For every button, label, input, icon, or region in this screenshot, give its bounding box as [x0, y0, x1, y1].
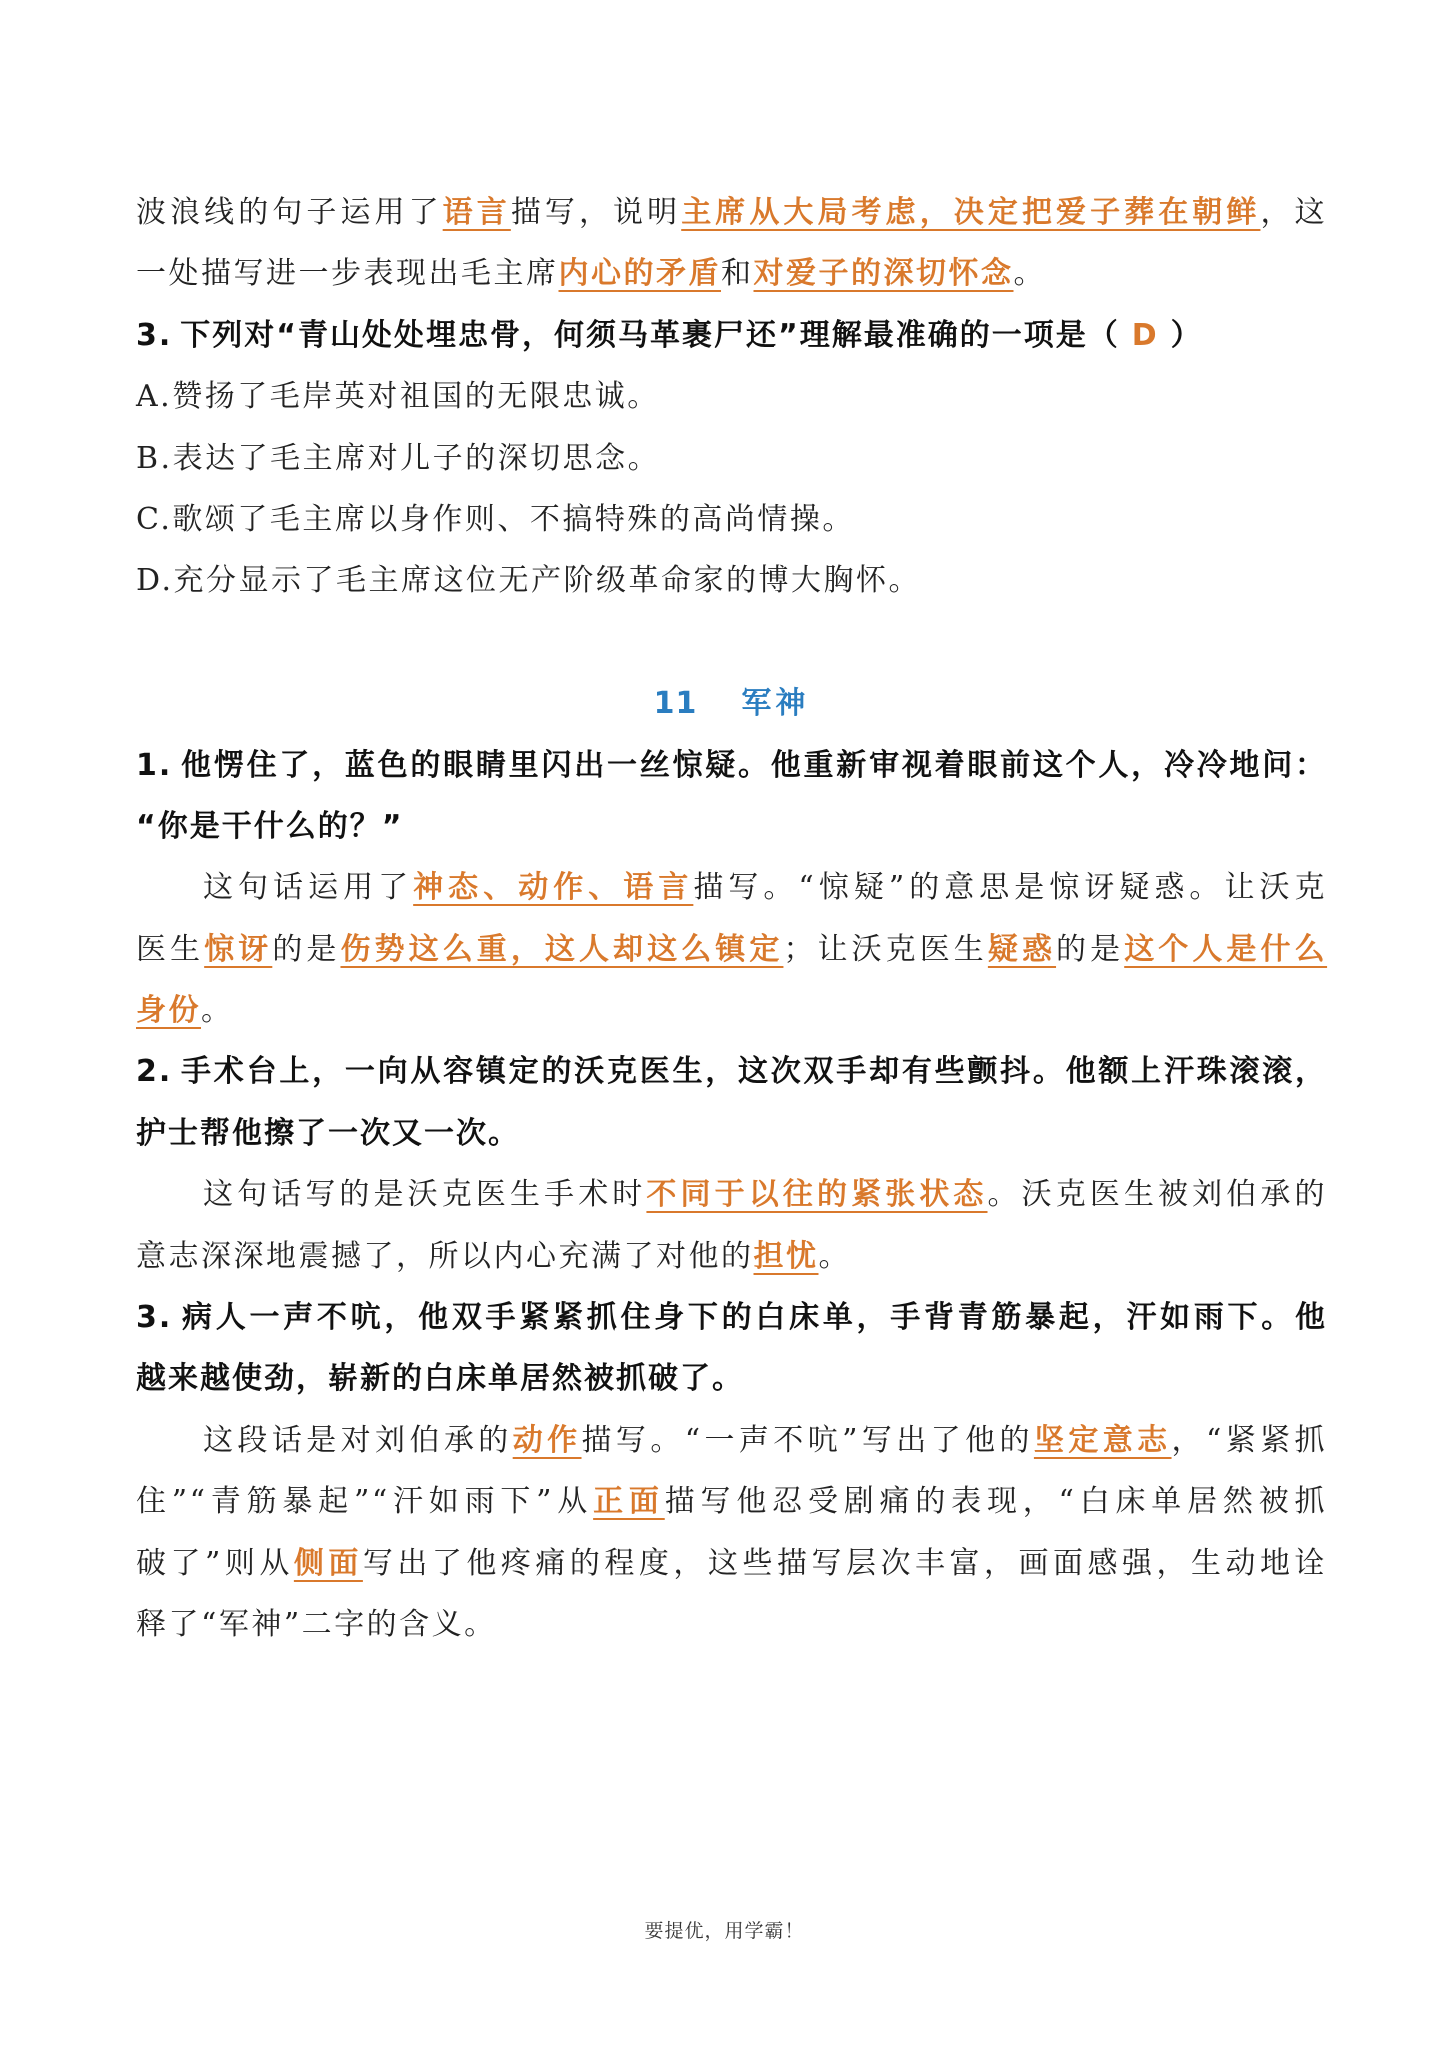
- question-text: 手术台上，一向从容镇定的沃克医生，这次双手却有些颤抖。他额上汗珠滚滚，: [180, 1054, 1327, 1090]
- answer-highlight: 这个人是什么: [1124, 931, 1328, 967]
- option-d: [136, 550, 1327, 611]
- answer-highlight: 疑惑: [987, 931, 1057, 967]
- answer-highlight: 神态、动作、语言: [413, 870, 694, 906]
- question-text: 越来越使劲，崭新的白床单居然被抓破了。: [136, 1361, 744, 1397]
- question-number: 3.: [136, 1300, 173, 1336]
- question-text: 他愣住了，蓝色的眼睛里闪出一丝惊疑。他重新审视着眼前这个人，冷冷地问：: [180, 747, 1327, 783]
- option-label: D.: [136, 563, 174, 599]
- answer-highlight: 伤势这么重，这人却这么镇定: [340, 931, 784, 967]
- answer-highlight: 对爱子的深切怀念: [753, 256, 1014, 292]
- worksheet-content: [136, 182, 1327, 1655]
- answer-highlight: 语言: [442, 195, 511, 230]
- text-segment: 这句话写的是沃克医生手术时: [203, 1177, 647, 1213]
- text-segment: 这段话是对刘伯承的: [203, 1422, 513, 1458]
- text-segment: 。: [818, 1238, 851, 1274]
- option-text: 赞扬了毛岸英对祖国的无限忠诚。: [172, 379, 660, 415]
- text-segment: 波浪线的句子运用了: [136, 195, 443, 230]
- text-line: [136, 182, 1327, 243]
- question-text: 护士帮他擦了一次又一次。: [136, 1115, 520, 1151]
- answer-explanation: [136, 182, 1327, 305]
- text-line: [136, 243, 1327, 304]
- answer-highlight: 身份: [136, 993, 201, 1029]
- answer-highlight: 内心的矛盾: [558, 256, 721, 292]
- option-label: A.: [136, 379, 173, 415]
- answer-highlight: 不同于以往的紧张状态: [646, 1177, 988, 1213]
- question-3-stem: [136, 305, 1327, 366]
- question-number: 2.: [136, 1054, 173, 1090]
- question-1-quote: [136, 796, 1327, 857]
- text-segment: 意志深深地震撼了，所以内心充满了对他的: [136, 1238, 754, 1274]
- option-c: [136, 489, 1327, 550]
- option-text: 歌颂了毛主席以身作则、不搞特殊的高尚情操。: [172, 501, 855, 537]
- text-segment: 一处描写进一步表现出毛主席: [136, 256, 559, 292]
- analysis-line: [136, 1533, 1327, 1594]
- option-label: C.: [136, 501, 173, 537]
- text-segment: 。: [201, 993, 234, 1029]
- text-segment: 和: [721, 256, 754, 292]
- answer-highlight: 正面: [593, 1484, 665, 1520]
- page-footer: 要提优，用学霸！: [644, 1920, 805, 1942]
- answer-highlight: 惊讶: [204, 931, 273, 967]
- option-text: 表达了毛主席对儿子的深切思念。: [172, 440, 661, 476]
- text-segment: ；让沃克医生: [783, 931, 988, 967]
- question-3-quote: [136, 1287, 1327, 1348]
- question-text: 病人一声不吭，他双手紧紧抓住身下的白床单，手背青筋暴起，汗如雨下。他: [180, 1300, 1327, 1336]
- question-2-quote: [136, 1041, 1327, 1102]
- text-segment: 写出了他疼痛的程度，这些描写层次丰富，画面感强，生动地诠: [362, 1545, 1328, 1581]
- text-segment: 描写。“一声不吭”写出了他的: [581, 1422, 1034, 1458]
- text-segment: 这句话运用了: [203, 870, 414, 906]
- lesson-name: 军神: [741, 686, 810, 722]
- answer-highlight: 主席从大局考虑，决定把爱子葬在朝鲜: [681, 195, 1261, 230]
- text-segment: 破了”则从: [136, 1545, 294, 1581]
- text-segment: 的是: [1056, 931, 1125, 967]
- text-segment: 。沃克医生被刘伯承的: [987, 1177, 1327, 1213]
- text-segment: ，“紧紧抓: [1171, 1422, 1328, 1458]
- question-text: “你是干什么的？”: [136, 808, 404, 844]
- analysis-line: [136, 1471, 1327, 1532]
- question-number: 3.: [136, 317, 173, 353]
- question-number: 1.: [136, 747, 173, 783]
- text-segment: ，这: [1260, 195, 1328, 230]
- analysis-line: [136, 1164, 1327, 1225]
- text-segment: 描写，说明: [510, 195, 682, 230]
- option-b: [136, 428, 1327, 489]
- answer-highlight: 动作: [512, 1422, 582, 1458]
- analysis-line: [136, 1226, 1327, 1287]
- option-label: B.: [136, 440, 173, 476]
- text-segment: 描写他忍受剧痛的表现，“白床单居然被抓: [664, 1484, 1328, 1520]
- text-segment: 释了“军神”二字的含义。: [136, 1606, 497, 1642]
- lesson-number: 11: [653, 686, 698, 722]
- lesson-title: [136, 673, 1327, 734]
- answer-highlight: 坚定意志: [1033, 1422, 1172, 1458]
- text-segment: 住”“青筋暴起”“汗如雨下”从: [136, 1484, 594, 1520]
- answer-highlight: 担忧: [753, 1238, 819, 1274]
- analysis-line: [136, 1410, 1327, 1471]
- analysis-line: [136, 980, 1327, 1041]
- analysis-line: [136, 1594, 1327, 1655]
- option-text: 充分显示了毛主席这位无产阶级革命家的博大胸怀。: [173, 563, 922, 599]
- question-1-quote: [136, 735, 1327, 796]
- question-text: ）: [1170, 317, 1203, 353]
- answer-choice: D: [1131, 317, 1159, 353]
- answer-highlight: 侧面: [293, 1545, 363, 1581]
- question-3-quote: [136, 1348, 1327, 1409]
- question-2-quote: [136, 1103, 1327, 1164]
- text-segment: 的是: [272, 931, 341, 967]
- section-gap: [136, 612, 1327, 673]
- text-segment: 描写。“惊疑”的意思是惊讶疑惑。让沃克: [693, 870, 1327, 906]
- question-text: 下列对“青山处处埋忠骨，何须马革裹尸还”理解最准确的一项是（: [180, 317, 1120, 353]
- analysis-line: [136, 857, 1327, 918]
- text-segment: 。: [1013, 256, 1046, 292]
- option-a: [136, 366, 1327, 427]
- analysis-line: [136, 919, 1327, 980]
- text-segment: 医生: [136, 931, 205, 967]
